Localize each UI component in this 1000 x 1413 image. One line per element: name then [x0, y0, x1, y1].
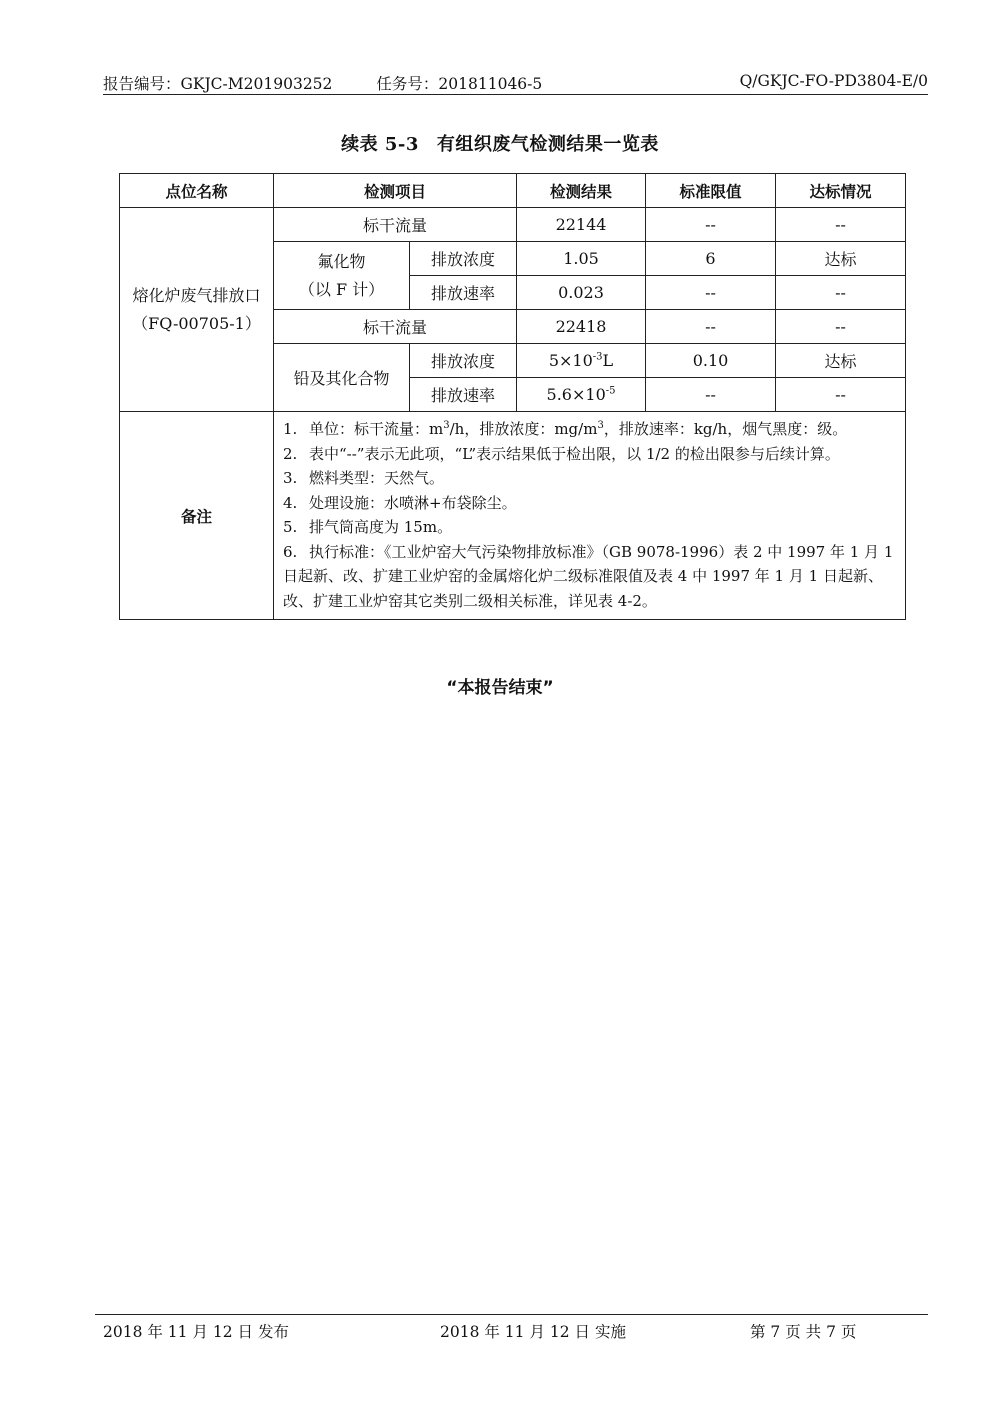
result-cell: 22418	[517, 310, 646, 344]
results-table	[119, 173, 906, 620]
pollutant-cell	[274, 242, 410, 310]
pollutant-name: 氟化物	[317, 251, 366, 271]
notes-row	[120, 412, 906, 620]
table-title	[0, 130, 1000, 156]
header-item: 检测项目	[274, 174, 517, 208]
result-base: 5×10	[548, 351, 593, 370]
status-cell: --	[776, 208, 906, 242]
location-code: （FQ-00705-1）	[132, 313, 261, 333]
limit-cell: --	[646, 310, 776, 344]
note-number: 2.	[283, 444, 298, 463]
table-header-row	[120, 174, 906, 208]
item-cell: 标干流量	[274, 310, 517, 344]
note-item	[283, 417, 905, 442]
note-item	[283, 466, 905, 491]
limit-cell: 6	[646, 242, 776, 276]
header-location: 点位名称	[120, 174, 274, 208]
task-number: 任务号：201811046-5	[376, 75, 543, 93]
limit-cell: --	[646, 208, 776, 242]
status-cell: --	[776, 310, 906, 344]
header-status: 达标情况	[776, 174, 906, 208]
status-cell: 达标	[776, 344, 906, 378]
status-cell: --	[776, 276, 906, 310]
note-item	[283, 491, 905, 516]
result-exponent: -3	[592, 351, 603, 363]
note-superscript: 3	[443, 420, 450, 431]
note-number: 5.	[283, 518, 298, 536]
status-cell: --	[776, 378, 906, 412]
result-cell	[517, 344, 646, 378]
result-exponent: -5	[605, 385, 616, 397]
implement-date: 2018 年 11 月 12 日 实施	[440, 1323, 626, 1341]
result-cell: 22144	[517, 208, 646, 242]
limit-cell: 0.10	[646, 344, 776, 378]
note-item	[283, 442, 905, 467]
result-suffix: L	[602, 351, 614, 370]
note-item	[283, 540, 905, 614]
location-cell	[120, 208, 274, 412]
pollutant-cell: 铅及其化合物	[274, 344, 410, 412]
status-cell: 达标	[776, 242, 906, 276]
notes-cell	[274, 412, 906, 620]
note-number: 1.	[283, 420, 298, 438]
item-cell: 排放浓度	[410, 344, 517, 378]
note-superscript: 3	[597, 420, 604, 431]
page-footer	[95, 1314, 928, 1341]
note-text: 燃料类型：天然气。	[309, 469, 445, 487]
item-cell: 排放速率	[410, 378, 517, 412]
report-number: 报告编号：GKJC-M201903252	[103, 75, 333, 93]
item-cell: 排放浓度	[410, 242, 517, 276]
header-result: 检测结果	[517, 174, 646, 208]
note-text: /h，排放浓度：mg/m	[449, 420, 598, 438]
result-base: 5.6×10	[546, 385, 606, 404]
limit-cell: --	[646, 276, 776, 310]
note-text: 表中“--”表示无此项，“L”表示结果低于检出限，以 1/2 的检出限参与后续计算。	[309, 444, 840, 463]
result-cell: 1.05	[517, 242, 646, 276]
page-number: 第 7 页 共 7 页	[750, 1323, 857, 1341]
note-text: ，排放速率：kg/h，烟气黑度：级。	[603, 420, 848, 438]
table-row	[120, 208, 906, 242]
limit-cell: --	[646, 378, 776, 412]
document-code: Q/GKJC-FO-PD3804-E/0	[739, 72, 928, 90]
item-cell: 排放速率	[410, 276, 517, 310]
publish-date: 2018 年 11 月 12 日 发布	[103, 1323, 289, 1341]
note-number: 6.	[283, 542, 298, 561]
note-text: 排气筒高度为 15m。	[309, 518, 453, 536]
note-text: 单位：标干流量：m	[309, 420, 444, 438]
notes-label: 备注	[120, 412, 274, 620]
note-text: 执行标准：《工业炉窑大气污染物排放标准》（GB 9078-1996）表 2 中 1997 年 1 月 1 日起新、改、扩建工业炉窑的金属熔化炉二级标准限值及表 4 中 1997 年 1 月 1 日起新、改、扩建工业炉窑其它类别二级相关标准，详见表 4-2。	[283, 542, 894, 610]
note-item	[283, 515, 905, 540]
table-title-text: 有组织废气检测结果一览表	[436, 134, 659, 155]
note-text: 处理设施：水喷淋+布袋除尘。	[309, 493, 517, 512]
table-number: 续表 5-3	[341, 134, 419, 155]
note-number: 4.	[283, 493, 298, 512]
header-left	[103, 72, 542, 94]
note-number: 3.	[283, 469, 298, 487]
location-name: 熔化炉废气排放口	[132, 285, 261, 305]
pollutant-basis: （以 F 计）	[298, 279, 385, 299]
result-cell: 0.023	[517, 276, 646, 310]
item-cell: 标干流量	[274, 208, 517, 242]
header-limit: 标准限值	[646, 174, 776, 208]
report-end-text: “本报告结束”	[446, 678, 554, 698]
page-header	[103, 72, 928, 95]
result-cell	[517, 378, 646, 412]
